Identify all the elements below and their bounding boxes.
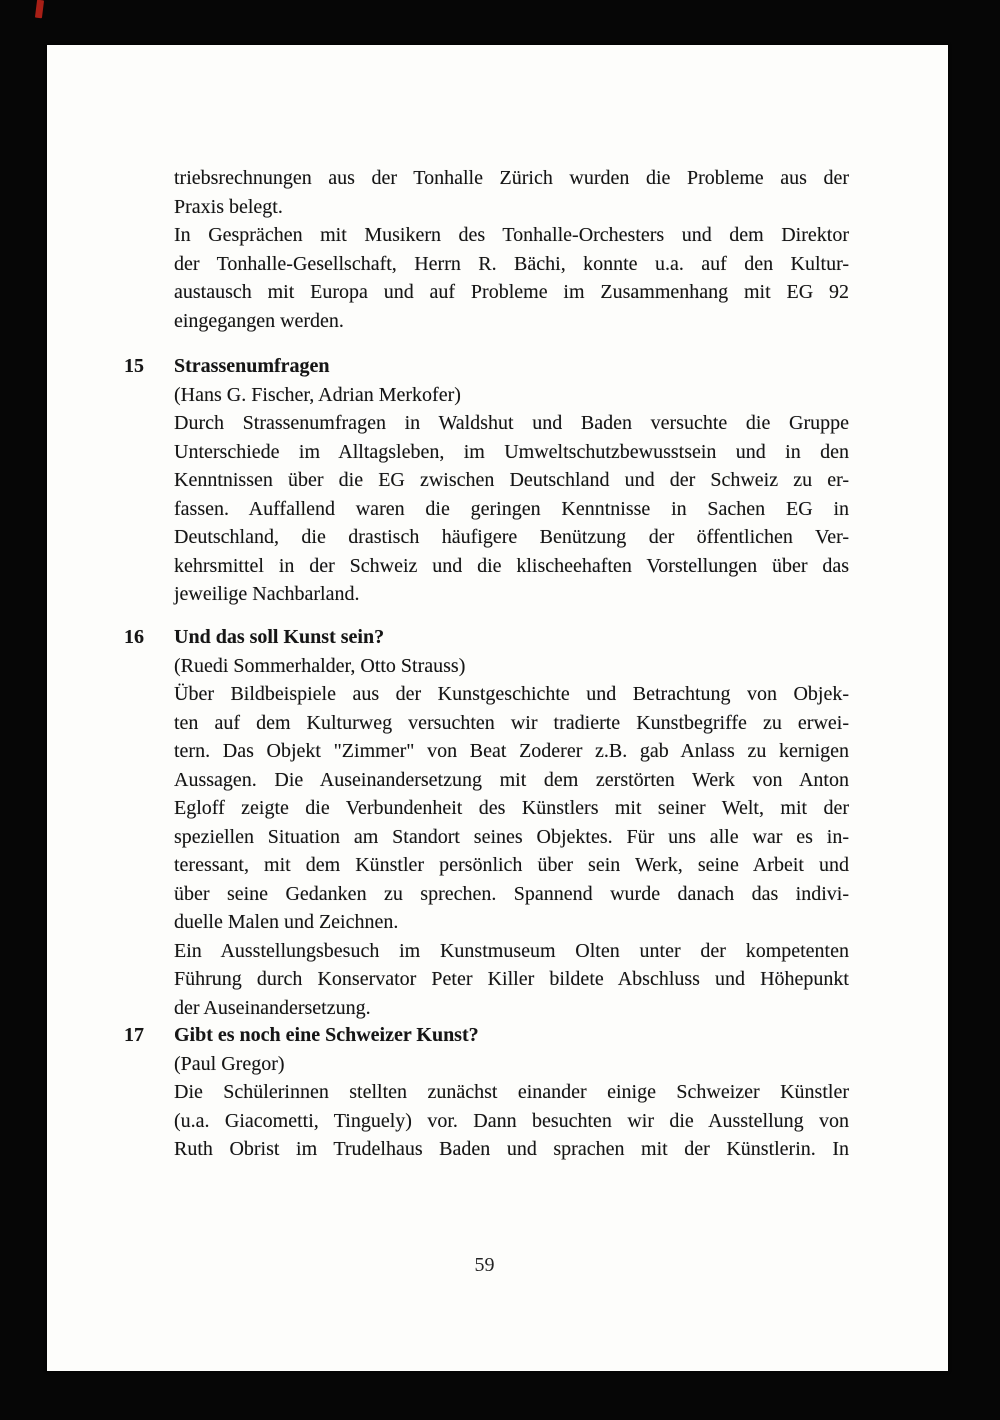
section-15-strassenumfragen [124,352,849,609]
text-line: fassen. Auffallend waren die geringen Kenntnisse in Sachen EG in [174,497,849,520]
text-line: Über Bildbeispiele aus der Kunstgeschichte und Betrachtung von Objek- [174,683,849,705]
text-line: duelle Malen und Zeichnen. [174,911,399,933]
section-byline: (Hans G. Fischer, Adrian Merkofer) [174,383,461,406]
section-number: 16 [124,626,144,648]
text-line: Kenntnissen über die EG zwischen Deutschland und der Schweiz zu er- [174,469,849,491]
text-line: eingegangen werden. [174,309,344,332]
text-line: tern. Das Objekt "Zimmer" von Beat Zoderer z.B. gab Anlass zu kernigen [174,740,849,762]
intro-paragraph [174,164,849,335]
red-registration-mark [35,0,44,18]
text-line: (u.a. Giacometti, Tinguely) vor. Dann besuchten wir die Ausstellung von [174,1109,849,1132]
section-byline: (Ruedi Sommerhalder, Otto Strauss) [174,654,466,677]
text-line: Egloff zeigte die Verbundenheit des Künstlers mit seiner Welt, mit der [174,797,849,819]
text-line: austausch mit Europa und auf Probleme im Zusammenhang mit EG 92 [174,281,849,303]
text-line: triebsrechnungen aus der Tonhalle Zürich wurden die Probleme aus der [174,167,849,189]
section-byline: (Paul Gregor) [174,1052,285,1075]
text-line: In Gesprächen mit Musikern des Tonhalle-Orchesters und dem Direktor [174,224,849,246]
text-line: über seine Gedanken zu sprechen. Spannend wurde danach das indivi- [174,882,849,905]
text-line: Durch Strassenumfragen in Waldshut und Baden versuchte die Gruppe [174,412,849,434]
text-line: teressant, mit dem Künstler persönlich über sein Werk, seine Arbeit und [174,854,849,876]
text-line: der Auseinandersetzung. [174,996,371,1019]
text-line: Ein Ausstellungsbesuch im Kunstmuseum Olten unter der kompetenten [174,939,849,962]
text-line: Praxis belegt. [174,195,283,218]
section-title: Und das soll Kunst sein? [174,626,385,648]
text-line: Die Schülerinnen stellten zunächst einander einige Schweizer Künstler [174,1081,849,1103]
text-line: speziellen Situation am Standort seines Objektes. Für uns alle war es in- [174,825,849,848]
text-line: Deutschland, die drastisch häufigere Benützung der öffentlichen Ver- [174,526,849,548]
document-page [47,45,948,1371]
section-title: Gibt es noch eine Schweizer Kunst? [174,1024,479,1046]
section-title: Strassenumfragen [174,355,330,377]
text-line: jeweilige Nachbarland. [174,583,360,605]
text-line: der Tonhalle-Gesellschaft, Herrn R. Bächi, konnte u.a. auf den Kultur- [174,252,849,275]
text-line: ten auf dem Kulturweg versuchten wir tradierte Kunstbegriffe zu erwei- [174,711,849,734]
text-line: Führung durch Konservator Peter Killer bildete Abschluss und Höhepunkt [174,968,849,990]
text-line: Ruth Obrist im Trudelhaus Baden und sprachen mit der Künstlerin. In [174,1138,849,1160]
text-line: kehrsmittel in der Schweiz und die klischeehaften Vorstellungen über das [174,554,849,577]
section-number: 17 [124,1024,144,1046]
text-line: Aussagen. Die Auseinandersetzung mit dem zerstörten Werk von Anton [174,768,849,791]
section-17-gibt-es-noch-eine-schweizer-kunst [124,1021,849,1164]
section-number: 15 [124,355,144,377]
page-number: 59 [474,1254,495,1276]
section-16-und-das-soll-kunst-sein [124,623,849,1022]
text-line: Unterschiede im Alltagsleben, im Umweltschutzbewusstsein und in den [174,440,849,463]
